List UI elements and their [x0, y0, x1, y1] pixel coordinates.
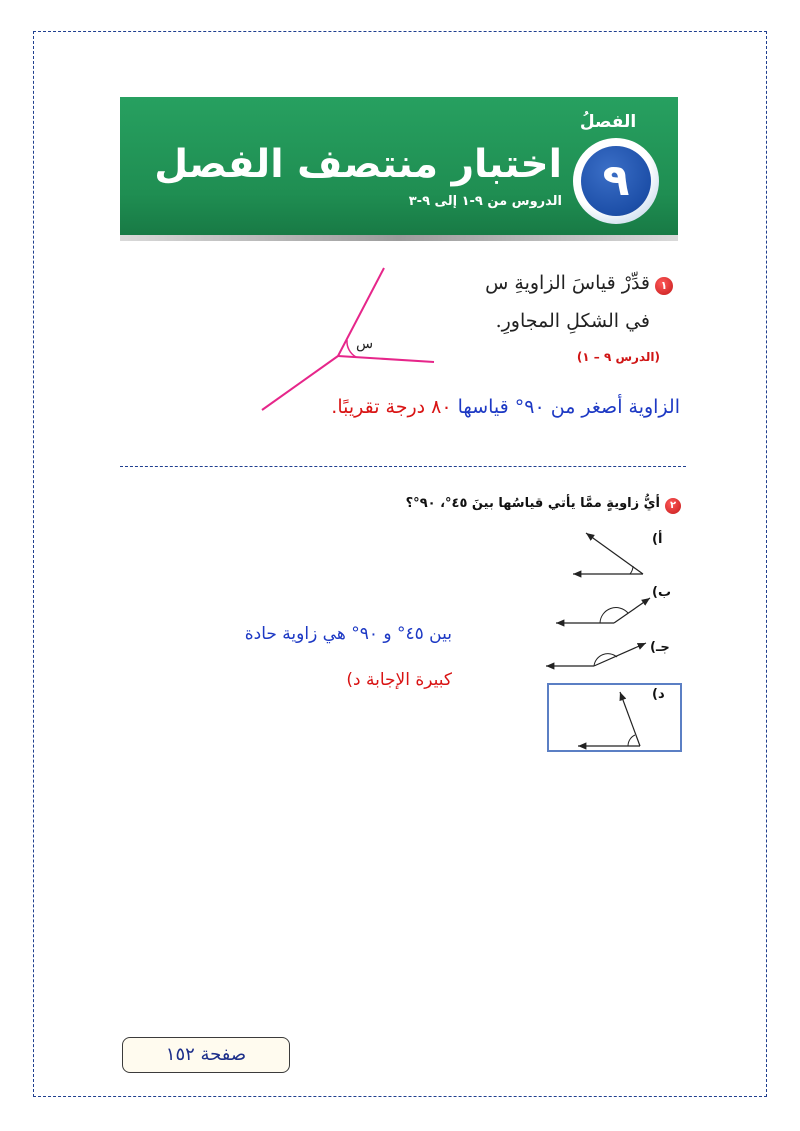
banner-subtitle: الدروس من ٩-١ إلى ٩-٣ — [408, 194, 562, 209]
question2-answer-line2: كبيرة الإجابة د) — [346, 670, 452, 690]
option-c-label: جـ) — [650, 640, 670, 655]
answer1-part2: ٨٠ درجة تقريبًا. — [331, 396, 452, 418]
option-b-angle — [556, 598, 650, 623]
angle-label: س — [356, 336, 374, 352]
banner-title: اختبار منتصف الفصل — [154, 142, 562, 187]
answer1-part1: الزاوية أصغر من ٩٠° قياسها — [457, 396, 680, 418]
option-a-label: أ) — [652, 532, 663, 547]
chapter-number: ٩ — [581, 146, 651, 216]
option-d-label: د) — [652, 687, 665, 702]
question1-lesson: (الدرس ٩ – ١) — [576, 350, 660, 364]
question2-number: ٢ — [665, 498, 681, 514]
option-a-angle — [573, 533, 643, 574]
option-c-angle — [546, 643, 646, 666]
page-number-badge: صفحة ١٥٢ — [122, 1037, 290, 1073]
answer-highlight-box — [547, 683, 682, 752]
question1-number: ١ — [655, 277, 673, 295]
question2-answer-line1: بين ٤٥° و ٩٠° هي زاوية حادة — [244, 624, 452, 644]
question1-line2: في الشكلِ المجاورِ. — [495, 310, 650, 332]
question2-text: أيُّ زاويةٍ ممَّا يأتي قياسُها بينَ ٤٥°، ٩٠°؟ — [405, 496, 660, 511]
chapter-label: الفصلُ — [579, 112, 637, 132]
option-b-label: ب) — [652, 585, 672, 600]
question1-line1: قدِّرْ قياسَ الزاويةِ س — [485, 272, 650, 294]
